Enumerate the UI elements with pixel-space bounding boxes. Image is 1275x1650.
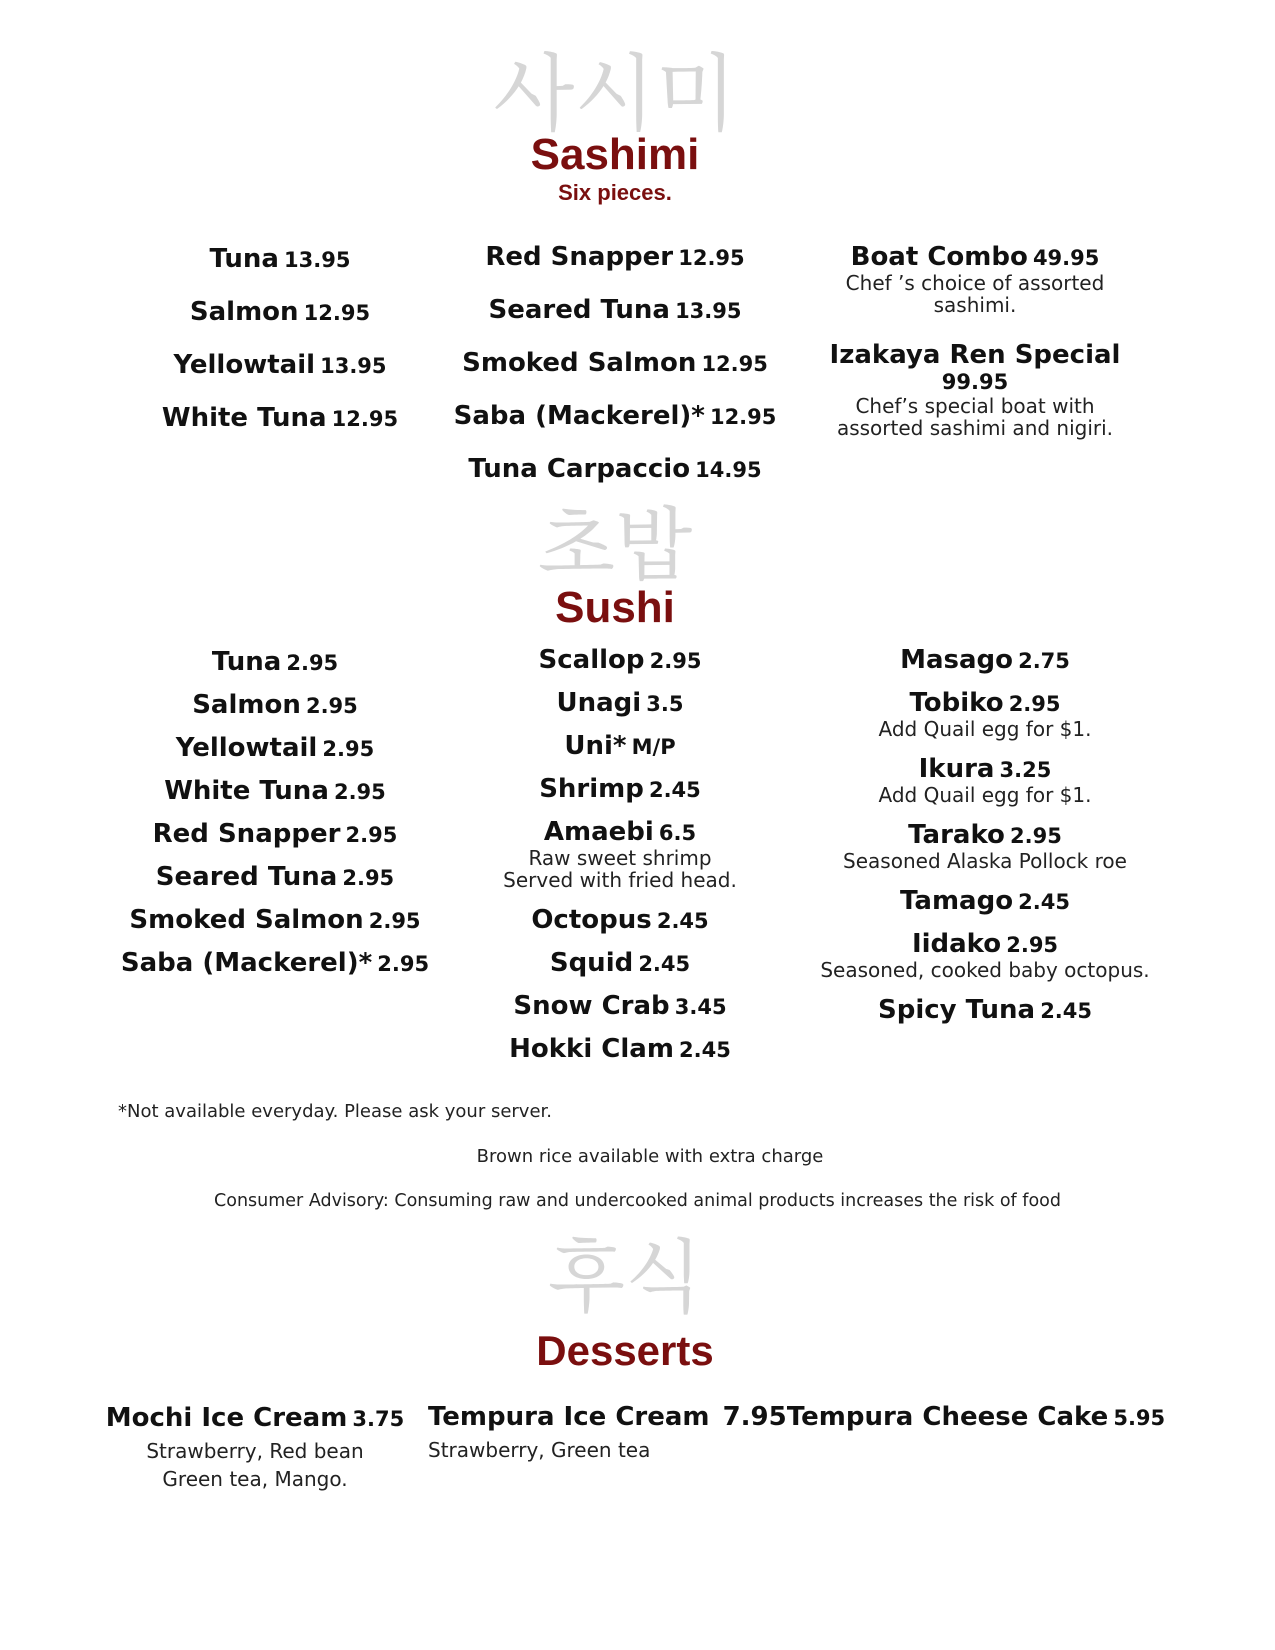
item-name: Smoked Salmon <box>129 905 364 935</box>
item-name: Saba (Mackerel)* <box>120 948 373 978</box>
item-price: 2.45 <box>656 909 709 933</box>
sashimi-column-2 <box>445 244 785 482</box>
item-name: Salmon <box>189 297 299 327</box>
item-price: 13.95 <box>675 299 742 323</box>
item-name: Tempura Ice Cream <box>428 1402 710 1432</box>
item-name: Octopus <box>531 905 652 935</box>
item-price: 12.95 <box>331 407 399 431</box>
brown-rice-note: Brown rice available with extra charge <box>476 1146 824 1167</box>
menu-item <box>110 821 440 847</box>
item-name: Tobiko <box>909 688 1004 718</box>
item-price: 2.45 <box>648 778 701 802</box>
item-price: 13.95 <box>320 354 387 378</box>
menu-item <box>120 405 440 431</box>
item-price: 2.95 <box>305 694 358 718</box>
item-name: Tamago <box>900 886 1014 916</box>
menu-item <box>445 350 785 376</box>
sashimi-column-3 <box>815 244 1135 439</box>
sashimi-korean-heading: 사시미 <box>493 45 737 143</box>
item-name: Smoked Salmon <box>462 348 697 378</box>
item-price: 12.95 <box>678 246 745 270</box>
item-description: Strawberry, Red bean <box>146 1439 364 1463</box>
item-description: Chef ’s choice of assorted sashimi. <box>845 271 1105 317</box>
menu-item-price-line <box>815 372 1135 393</box>
sashimi-title: Sashimi <box>530 130 700 179</box>
item-name: Tuna <box>209 244 279 274</box>
menu-item <box>428 1402 787 1432</box>
item-name: White Tuna <box>164 776 329 806</box>
item-name: Squid <box>549 948 634 978</box>
item-name: Mochi Ice Cream <box>105 1403 348 1433</box>
item-name: Saba (Mackerel)* <box>453 401 705 431</box>
item-name: Tempura Cheese Cake <box>786 1402 1109 1432</box>
item-name: Shrimp <box>539 774 644 804</box>
menu-item <box>790 931 1180 957</box>
item-price: 2.95 <box>342 866 395 890</box>
menu-item <box>445 456 785 482</box>
menu-item <box>110 778 440 804</box>
menu-item <box>790 888 1180 914</box>
item-price: 2.95 <box>1008 692 1061 716</box>
sushi-column-3 <box>790 647 1180 1023</box>
item-name: Ikura <box>918 754 995 784</box>
item-price: 2.45 <box>1040 999 1093 1023</box>
item-price: 2.95 <box>368 909 421 933</box>
dessert-item-tempura-ice-cream <box>428 1402 787 1464</box>
sushi-column-1 <box>110 649 440 976</box>
sushi-column-2 <box>470 647 770 1062</box>
menu-item <box>120 246 440 272</box>
consumer-advisory: Consumer Advisory: Consuming raw and undercooked animal products increases the risk of food <box>214 1191 1061 1211</box>
item-name: Tuna Carpaccio <box>468 454 691 484</box>
menu-item <box>110 649 440 675</box>
menu-item <box>790 822 1180 848</box>
item-name: White Tuna <box>161 403 327 433</box>
item-price: 12.95 <box>709 405 777 429</box>
item-name: Seared Tuna <box>488 295 670 325</box>
item-description: Strawberry, Green tea <box>428 1438 651 1462</box>
item-name: Unagi <box>556 688 642 718</box>
item-name: Iidako <box>911 929 1002 959</box>
item-name: Tarako <box>908 820 1005 850</box>
menu-item <box>815 342 1135 368</box>
menu-item <box>110 692 440 718</box>
item-description: Green tea, Mango. <box>162 1467 348 1491</box>
sashimi-column-1 <box>120 246 440 431</box>
sashimi-subtitle: Six pieces. <box>558 180 672 205</box>
item-price: 2.45 <box>638 952 691 976</box>
item-description: Chef’s special boat with assorted sashimi and nigiri. <box>836 394 1114 440</box>
availability-note: *Not available everyday. Please ask your server. <box>118 1101 552 1122</box>
menu-item <box>110 735 440 761</box>
dessert-item-mochi <box>100 1405 410 1493</box>
item-price: 49.95 <box>1032 246 1100 270</box>
menu-item <box>790 690 1180 716</box>
item-name: Snow Crab <box>513 991 670 1021</box>
menu-item <box>445 244 785 270</box>
item-price: 2.95 <box>1006 933 1059 957</box>
menu-item <box>790 756 1180 782</box>
item-price: 2.95 <box>286 651 339 675</box>
item-name: Tuna <box>211 647 282 677</box>
menu-item <box>110 907 440 933</box>
item-description: Seasoned Alaska Pollock roe <box>843 849 1127 873</box>
menu-item <box>470 907 770 933</box>
item-name: Amaebi <box>543 817 654 847</box>
menu-item <box>790 647 1180 673</box>
menu-item <box>470 993 770 1019</box>
item-name: Izakaya Ren Special <box>829 340 1121 370</box>
menu-item <box>100 1405 410 1431</box>
menu-item <box>470 690 770 716</box>
item-price: 2.95 <box>649 649 702 673</box>
menu-item <box>110 864 440 890</box>
item-price: 14.95 <box>695 458 762 482</box>
item-description: Raw sweet shrimp <box>528 846 712 870</box>
menu-item <box>445 403 785 429</box>
item-price: 2.75 <box>1018 649 1070 673</box>
sushi-title: Sushi <box>555 583 675 632</box>
item-price: M/P <box>631 735 676 759</box>
item-price: 2.95 <box>333 780 386 804</box>
item-price: 2.45 <box>679 1038 731 1062</box>
item-price: 5.95 <box>1113 1406 1166 1430</box>
item-description: Add Quail egg for $1. <box>878 717 1092 741</box>
item-price: 3.75 <box>352 1407 405 1431</box>
menu-item <box>470 733 770 759</box>
item-price: 3.25 <box>999 758 1052 782</box>
item-name: Red Snapper <box>485 242 674 272</box>
item-name: Hokki Clam <box>509 1034 674 1064</box>
menu-item <box>815 244 1135 270</box>
item-price: 2.95 <box>377 952 430 976</box>
menu-item <box>470 776 770 802</box>
item-price: 12.95 <box>701 352 768 376</box>
menu-item <box>470 819 770 845</box>
item-price: 2.95 <box>345 823 398 847</box>
item-price: 3.5 <box>646 692 684 716</box>
dessert-item-tempura-cheese-cake <box>786 1404 1166 1430</box>
item-price: 7.95 <box>722 1402 787 1432</box>
item-price: 6.5 <box>658 821 697 845</box>
item-name: Masago <box>900 645 1013 675</box>
item-price: 2.45 <box>1018 890 1070 914</box>
item-name: Spicy Tuna <box>877 995 1036 1025</box>
item-description: Served with fried head. <box>503 868 737 892</box>
item-price: 13.95 <box>284 248 351 272</box>
menu-item <box>110 950 440 976</box>
menu-item <box>470 1036 770 1062</box>
item-name: Yellowtail <box>173 350 316 380</box>
item-name: Scallop <box>538 645 645 675</box>
menu-item <box>120 299 440 325</box>
item-description: Seasoned, cooked baby octopus. <box>820 958 1150 982</box>
sushi-korean-heading: 초밥 <box>537 499 693 592</box>
menu-item <box>790 997 1180 1023</box>
item-name: Boat Combo <box>850 242 1028 272</box>
item-name: Yellowtail <box>175 733 318 763</box>
item-name: Salmon <box>192 690 301 720</box>
desserts-title: Desserts <box>536 1327 714 1374</box>
menu-item <box>786 1404 1166 1430</box>
item-name: Red Snapper <box>152 819 341 849</box>
menu-item <box>445 297 785 323</box>
item-price: 12.95 <box>303 301 371 325</box>
desserts-korean-heading: 후식 <box>547 1231 703 1324</box>
menu-item <box>470 647 770 673</box>
item-price: 3.45 <box>674 995 727 1019</box>
item-name: Uni* <box>564 731 627 761</box>
item-description: Add Quail egg for $1. <box>878 783 1092 807</box>
item-name: Seared Tuna <box>155 862 338 892</box>
item-price: 2.95 <box>1010 824 1062 848</box>
menu-item <box>120 352 440 378</box>
menu-item <box>470 950 770 976</box>
item-price: 99.95 <box>941 370 1009 394</box>
item-price: 2.95 <box>322 737 375 761</box>
